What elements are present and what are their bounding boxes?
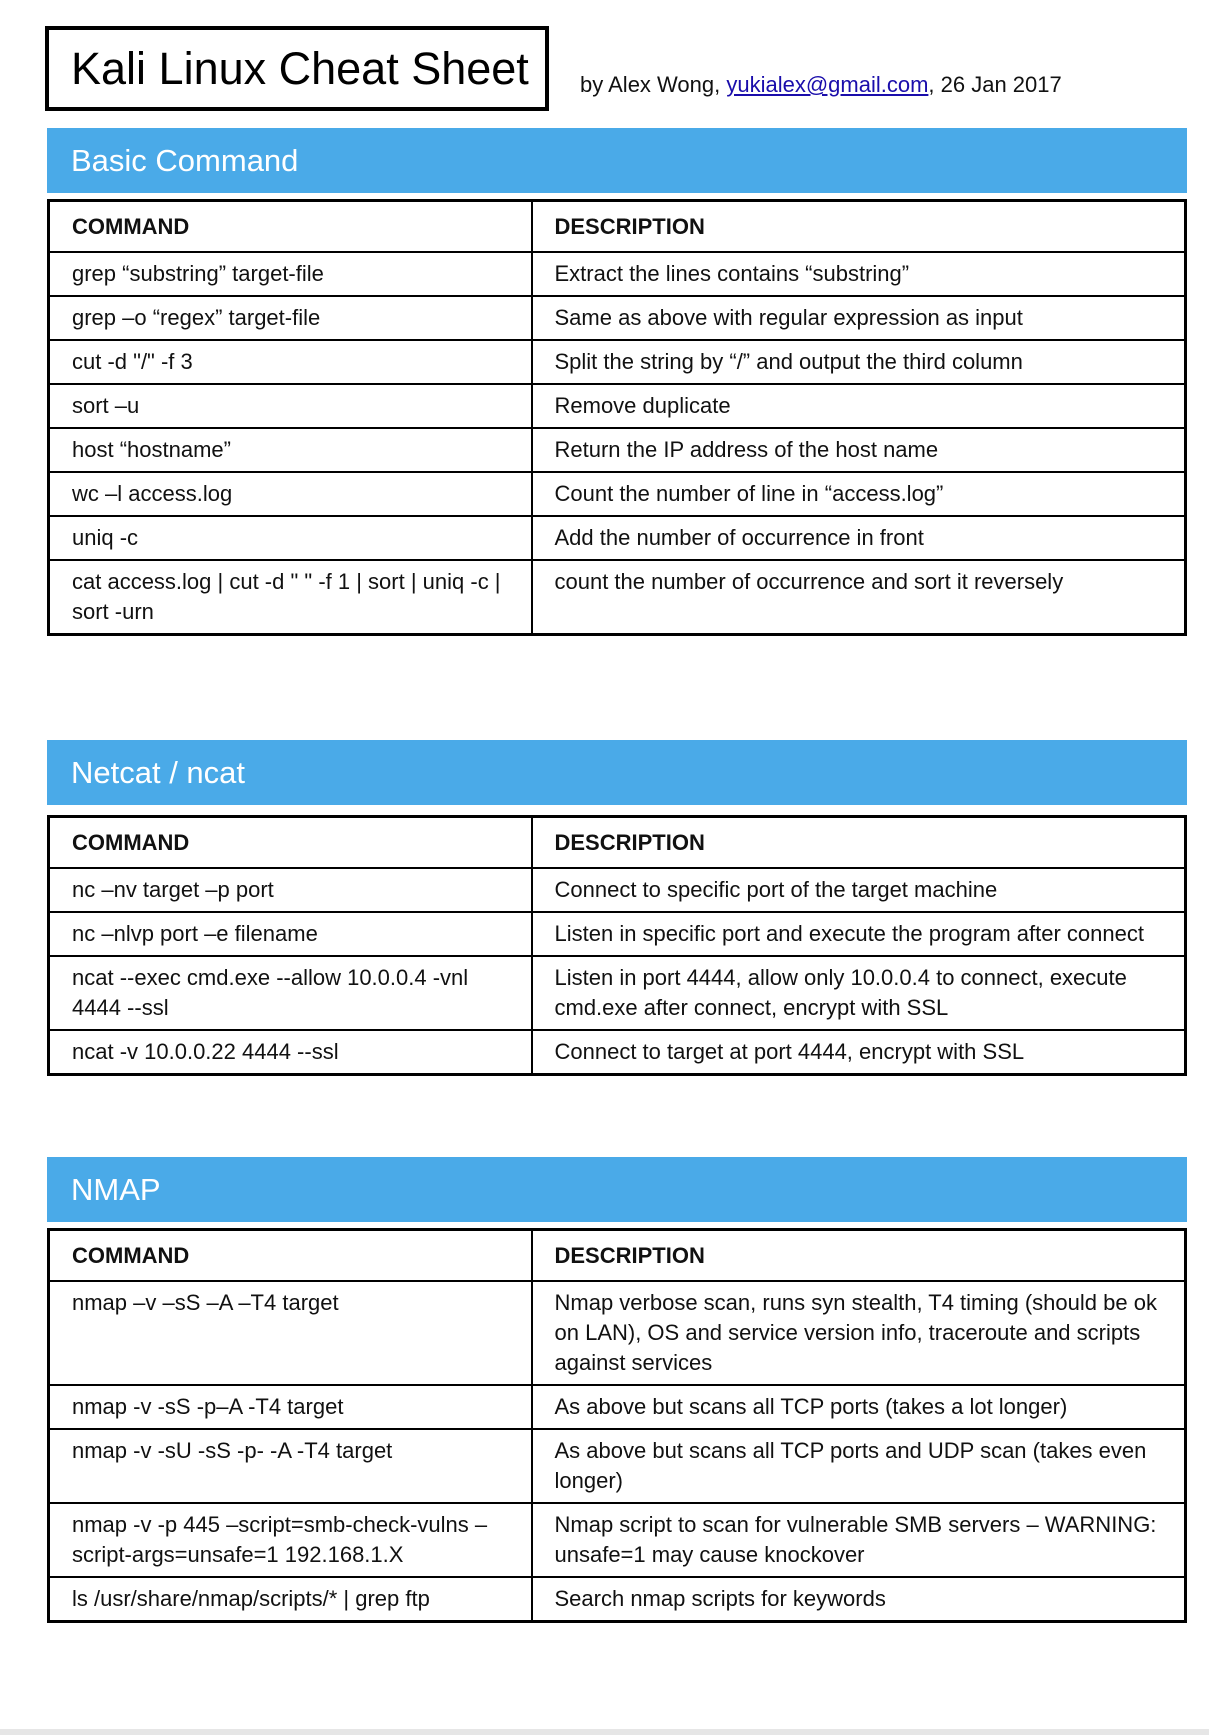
table-header-row [49,201,1186,253]
page-title [45,26,549,111]
command-cell: nmap -v -sS -p–A -T4 target [49,1385,532,1429]
column-header-description: DESCRIPTION [532,1230,1186,1282]
description-cell: Listen in port 4444, allow only 10.0.0.4 to connect, execute cmd.exe after connect, encrypt with SSL [532,956,1186,1030]
byline [580,72,1062,98]
page-bottom-edge [0,1729,1209,1735]
section-title: Basic Command [71,142,299,178]
section-header-nmap [47,1157,1187,1222]
section-title: Netcat / ncat [71,754,246,790]
table-header-row [49,1230,1186,1282]
column-header-command: COMMAND [49,817,532,869]
description-cell: Count the number of line in “access.log” [532,472,1186,516]
command-cell: uniq -c [49,516,532,560]
table-row [49,296,1186,340]
command-cell: grep –o “regex” target-file [49,296,532,340]
description-cell: Connect to specific port of the target machine [532,868,1186,912]
page-title-text: Kali Linux Cheat Sheet [71,42,529,94]
byline-date: , 26 Jan 2017 [928,72,1062,97]
table-row [49,956,1186,1030]
table-row [49,1030,1186,1075]
description-cell: Nmap verbose scan, runs syn stealth, T4 timing (should be ok on LAN), OS and service version info, traceroute and scripts against services [532,1281,1186,1385]
table-row [49,1503,1186,1577]
table-row [49,1385,1186,1429]
description-cell: Nmap script to scan for vulnerable SMB servers – WARNING: unsafe=1 may cause knockover [532,1503,1186,1577]
command-cell: host “hostname” [49,428,532,472]
command-cell: wc –l access.log [49,472,532,516]
command-cell: nc –nv target –p port [49,868,532,912]
table-row [49,1281,1186,1385]
description-cell: Remove duplicate [532,384,1186,428]
table-header-row [49,817,1186,869]
command-cell: grep “substring” target-file [49,252,532,296]
table-row [49,560,1186,635]
table-row [49,516,1186,560]
description-cell: Connect to target at port 4444, encrypt with SSL [532,1030,1186,1075]
section-title: NMAP [71,1171,161,1207]
table-row [49,912,1186,956]
column-header-description: DESCRIPTION [532,201,1186,253]
nmap-table [47,1228,1187,1623]
table-row [49,1429,1186,1503]
description-cell: Extract the lines contains “substring” [532,252,1186,296]
command-cell: ncat -v 10.0.0.22 4444 --ssl [49,1030,532,1075]
basic-command-table [47,199,1187,636]
description-cell: Same as above with regular expression as input [532,296,1186,340]
command-cell: nmap –v –sS –A –T4 target [49,1281,532,1385]
description-cell: count the number of occurrence and sort it reversely [532,560,1186,635]
table-row [49,428,1186,472]
description-cell: Split the string by “/” and output the third column [532,340,1186,384]
description-cell: As above but scans all TCP ports and UDP scan (takes even longer) [532,1429,1186,1503]
column-header-description: DESCRIPTION [532,817,1186,869]
netcat-table [47,815,1187,1076]
command-cell: sort –u [49,384,532,428]
column-header-command: COMMAND [49,201,532,253]
command-cell: ls /usr/share/nmap/scripts/* | grep ftp [49,1577,532,1622]
section-header-basic-command [47,128,1187,193]
command-cell: nc –nlvp port –e filename [49,912,532,956]
table-row [49,1577,1186,1622]
section-header-netcat [47,740,1187,805]
description-cell: Listen in specific port and execute the program after connect [532,912,1186,956]
table-row [49,868,1186,912]
author-email-link[interactable]: yukialex@gmail.com [726,72,929,97]
table-row [49,384,1186,428]
command-cell: cat access.log | cut -d " " -f 1 | sort | uniq -c | sort -urn [49,560,532,635]
description-cell: Search nmap scripts for keywords [532,1577,1186,1622]
command-cell: nmap -v -sU -sS -p- -A -T4 target [49,1429,532,1503]
description-cell: As above but scans all TCP ports (takes a lot longer) [532,1385,1186,1429]
command-cell: nmap -v -p 445 –script=smb-check-vulns –script-args=unsafe=1 192.168.1.X [49,1503,532,1577]
description-cell: Return the IP address of the host name [532,428,1186,472]
table-row [49,472,1186,516]
description-cell: Add the number of occurrence in front [532,516,1186,560]
byline-author: by Alex Wong, [580,72,727,97]
command-cell: ncat --exec cmd.exe --allow 10.0.0.4 -vnl 4444 --ssl [49,956,532,1030]
command-cell: cut -d "/" -f 3 [49,340,532,384]
table-row [49,340,1186,384]
table-row [49,252,1186,296]
column-header-command: COMMAND [49,1230,532,1282]
